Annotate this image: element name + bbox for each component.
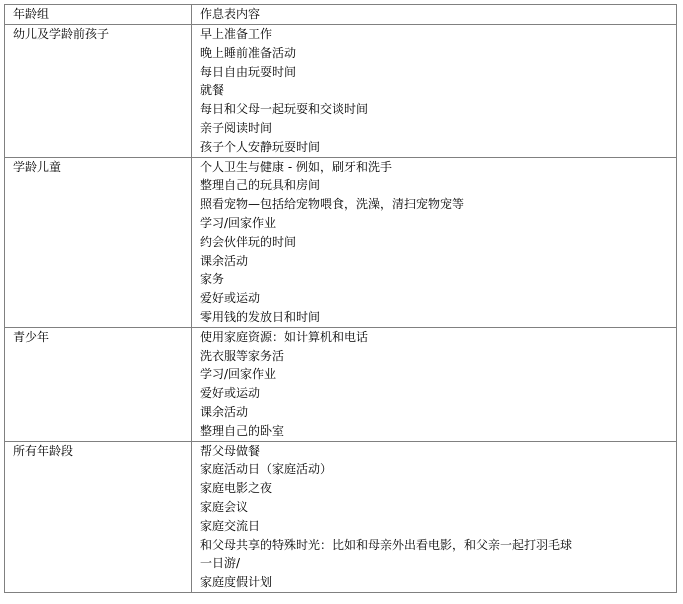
list-item: 每日自由玩耍时间 [200,64,297,79]
list-item: 晚上睡前准备活动 [200,45,297,60]
list-item: 亲子阅读时间 [200,120,273,135]
list-item: 学习/回家作业 [200,367,277,382]
list-item: 爱好或运动 [200,386,261,401]
list-item: 家庭度假计划 [200,575,273,590]
list-item: 家务 [200,272,225,287]
list-item: 一日游/ [200,556,241,571]
content-cell [192,157,677,327]
list-item: 整理自己的卧室 [200,423,285,438]
list-item: 和父母共享的特殊时光：比如和母亲外出看电影，和父亲一起打羽毛球 [200,537,573,552]
age-group-cell: 学龄儿童 [5,157,192,327]
list-item: 学习/回家作业 [200,215,277,230]
content-cell [192,25,677,158]
content-cell [192,327,677,441]
list-item: 孩子个人安静玩耍时间 [200,139,321,154]
list-item: 课余活动 [200,404,249,419]
list-item: 每日和父母一起玩耍和交谈时间 [200,102,369,117]
list-item: 爱好或运动 [200,291,261,306]
list-item: 课余活动 [200,253,249,268]
list-item: 个人卫生与健康 - 例如，刷牙和洗手 [200,159,392,174]
list-item: 早上准备工作 [200,27,273,41]
header-age-group: 年龄组 [5,5,192,25]
list-item: 照看宠物—包括给宠物喂食，洗澡，清扫宠物宠等 [200,197,465,212]
list-item: 洗衣服等家务活 [200,348,285,363]
header-content: 作息表内容 [192,5,677,25]
age-group-cell: 幼儿及学龄前孩子 [5,25,192,158]
content-cell [192,441,677,592]
age-group-cell: 所有年龄段 [5,441,192,592]
age-group-cell: 青少年 [5,327,192,441]
list-item: 家庭活动日（家庭活动） [200,462,333,477]
list-item: 就餐 [200,83,225,98]
list-item: 家庭交流日 [200,518,261,533]
table-row [5,157,677,327]
list-item: 家庭会议 [200,499,249,514]
list-item: 家庭电影之夜 [200,481,273,496]
list-item: 帮父母做餐 [200,443,261,458]
list-item: 整理自己的玩具和房间 [200,178,321,193]
header-row [5,5,677,25]
table-row [5,441,677,592]
list-item: 使用家庭资源：如计算机和电话 [200,329,369,344]
table-row [5,25,677,158]
schedule-table [4,4,677,593]
list-item: 零用钱的发放日和时间 [200,309,321,324]
list-item: 约会伙伴玩的时间 [200,234,297,249]
table-row [5,327,677,441]
